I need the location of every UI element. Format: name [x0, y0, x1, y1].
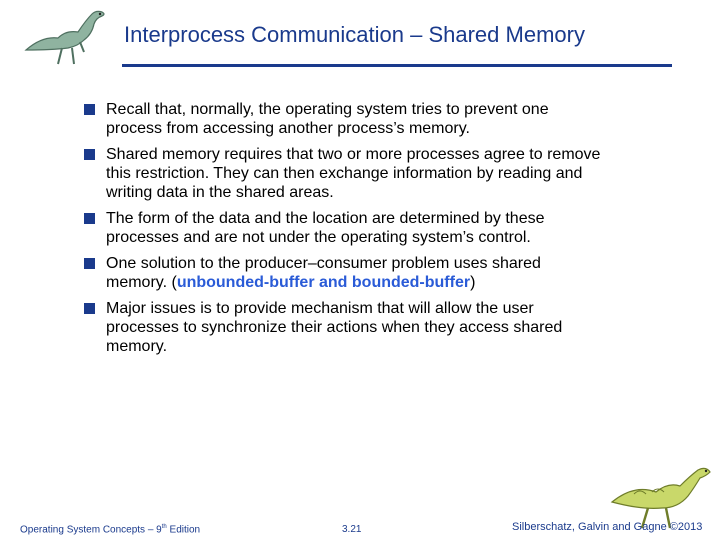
bullet-text: Major issues is to provide mechanism that will allow the user processes to synchronize their actions when they access shared memory.: [106, 300, 563, 355]
square-bullet-icon: [84, 104, 95, 115]
bullet-item: [84, 145, 604, 202]
footer-book-title: [20, 524, 200, 535]
buffer-types-highlight: unbounded-buffer and bounded-buffer: [176, 274, 471, 291]
bullet-text-post: ): [470, 274, 476, 291]
bullet-text-pre: One solution to the producer–consumer problem uses shared memory. (: [106, 255, 541, 291]
bullet-item: [84, 100, 604, 138]
page-number: 3.21: [342, 524, 362, 535]
footer-edition-sup: th: [161, 524, 167, 530]
square-bullet-icon: [84, 303, 95, 314]
bullet-text: Shared memory requires that two or more processes agree to remove this restriction. They can then exchange information by reading and writing data in the shared areas.: [106, 146, 601, 201]
bullet-text: The form of the data and the location are determined by these processes and are not under the operating system’s control.: [106, 210, 545, 246]
footer-book-text: Operating System Concepts – 9: [20, 524, 162, 536]
bullet-item: [84, 299, 604, 356]
square-bullet-icon: [84, 213, 95, 224]
footer-edition-text: Edition: [166, 524, 201, 536]
bullet-item: [84, 209, 604, 247]
footer-authors: Silberschatz, Galvin and Gagne ©2013: [512, 521, 703, 533]
dinosaur-icon: [22, 6, 114, 68]
bullet-text: Recall that, normally, the operating system tries to prevent one process from accessing another process’s memory.: [106, 101, 549, 137]
square-bullet-icon: [84, 258, 95, 269]
title-divider: [122, 64, 672, 67]
square-bullet-icon: [84, 149, 95, 160]
bullet-item: [84, 254, 604, 292]
page-title: Interprocess Communication – Shared Memory: [124, 22, 585, 47]
bullet-list: [84, 100, 604, 363]
